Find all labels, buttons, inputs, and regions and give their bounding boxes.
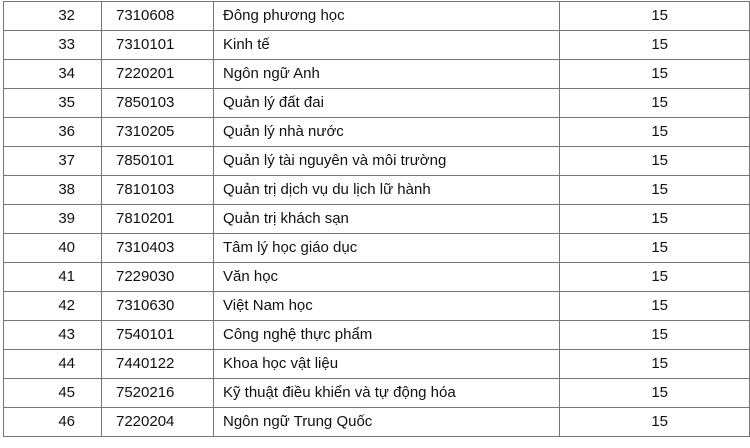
- score-cell: 15: [560, 263, 750, 292]
- major-code-cell: 7520216: [102, 379, 214, 408]
- row-number-cell: 36: [4, 118, 102, 147]
- major-code-cell: 7440122: [102, 350, 214, 379]
- score-cell: 15: [560, 176, 750, 205]
- row-number-cell: 45: [4, 379, 102, 408]
- major-code-cell: 7810103: [102, 176, 214, 205]
- row-number-cell: 39: [4, 205, 102, 234]
- table-row: [4, 205, 750, 234]
- row-number-cell: 46: [4, 408, 102, 437]
- major-name-cell: Kỹ thuật điều khiển và tự động hóa: [214, 379, 560, 408]
- row-number-cell: 34: [4, 60, 102, 89]
- table-row: [4, 31, 750, 60]
- major-name-cell: Quản trị khách sạn: [214, 205, 560, 234]
- row-number-cell: 37: [4, 147, 102, 176]
- major-code-cell: 7310608: [102, 2, 214, 31]
- table-row: [4, 234, 750, 263]
- row-number-cell: 41: [4, 263, 102, 292]
- table-row: [4, 263, 750, 292]
- major-name-cell: Ngôn ngữ Trung Quốc: [214, 408, 560, 437]
- table-row: [4, 147, 750, 176]
- score-cell: 15: [560, 60, 750, 89]
- major-name-cell: Đông phương học: [214, 2, 560, 31]
- row-number-cell: 35: [4, 89, 102, 118]
- table-row: [4, 321, 750, 350]
- score-cell: 15: [560, 31, 750, 60]
- major-name-cell: Khoa học vật liệu: [214, 350, 560, 379]
- table-row: [4, 89, 750, 118]
- table-row: [4, 60, 750, 89]
- major-code-cell: 7310630: [102, 292, 214, 321]
- major-code-cell: 7810201: [102, 205, 214, 234]
- table-row: [4, 118, 750, 147]
- score-cell: 15: [560, 321, 750, 350]
- major-name-cell: Quản lý đất đai: [214, 89, 560, 118]
- table-row: [4, 292, 750, 321]
- major-name-cell: Ngôn ngữ Anh: [214, 60, 560, 89]
- major-code-cell: 7229030: [102, 263, 214, 292]
- major-code-cell: 7220204: [102, 408, 214, 437]
- score-cell: 15: [560, 292, 750, 321]
- major-name-cell: Việt Nam học: [214, 292, 560, 321]
- table-row: [4, 408, 750, 437]
- major-code-cell: 7850103: [102, 89, 214, 118]
- major-name-cell: Quản trị dịch vụ du lịch lữ hành: [214, 176, 560, 205]
- table-row: [4, 176, 750, 205]
- score-cell: 15: [560, 147, 750, 176]
- row-number-cell: 32: [4, 2, 102, 31]
- row-number-cell: 43: [4, 321, 102, 350]
- score-cell: 15: [560, 205, 750, 234]
- major-name-cell: Quản lý tài nguyên và môi trường: [214, 147, 560, 176]
- major-code-cell: 7310205: [102, 118, 214, 147]
- table-row: [4, 379, 750, 408]
- score-cell: 15: [560, 234, 750, 263]
- major-name-cell: Văn học: [214, 263, 560, 292]
- score-cell: 15: [560, 379, 750, 408]
- table-row: [4, 350, 750, 379]
- row-number-cell: 42: [4, 292, 102, 321]
- table-row: [4, 2, 750, 31]
- major-code-cell: 7220201: [102, 60, 214, 89]
- major-code-cell: 7310403: [102, 234, 214, 263]
- score-cell: 15: [560, 89, 750, 118]
- row-number-cell: 44: [4, 350, 102, 379]
- major-name-cell: Kinh tế: [214, 31, 560, 60]
- major-name-cell: Công nghệ thực phẩm: [214, 321, 560, 350]
- table-body: [4, 2, 750, 437]
- major-code-cell: 7310101: [102, 31, 214, 60]
- score-cell: 15: [560, 2, 750, 31]
- major-code-cell: 7540101: [102, 321, 214, 350]
- row-number-cell: 33: [4, 31, 102, 60]
- row-number-cell: 40: [4, 234, 102, 263]
- major-code-cell: 7850101: [102, 147, 214, 176]
- score-cell: 15: [560, 408, 750, 437]
- score-cell: 15: [560, 118, 750, 147]
- major-name-cell: Tâm lý học giáo dục: [214, 234, 560, 263]
- row-number-cell: 38: [4, 176, 102, 205]
- majors-table: [3, 1, 750, 437]
- score-cell: 15: [560, 350, 750, 379]
- major-name-cell: Quản lý nhà nước: [214, 118, 560, 147]
